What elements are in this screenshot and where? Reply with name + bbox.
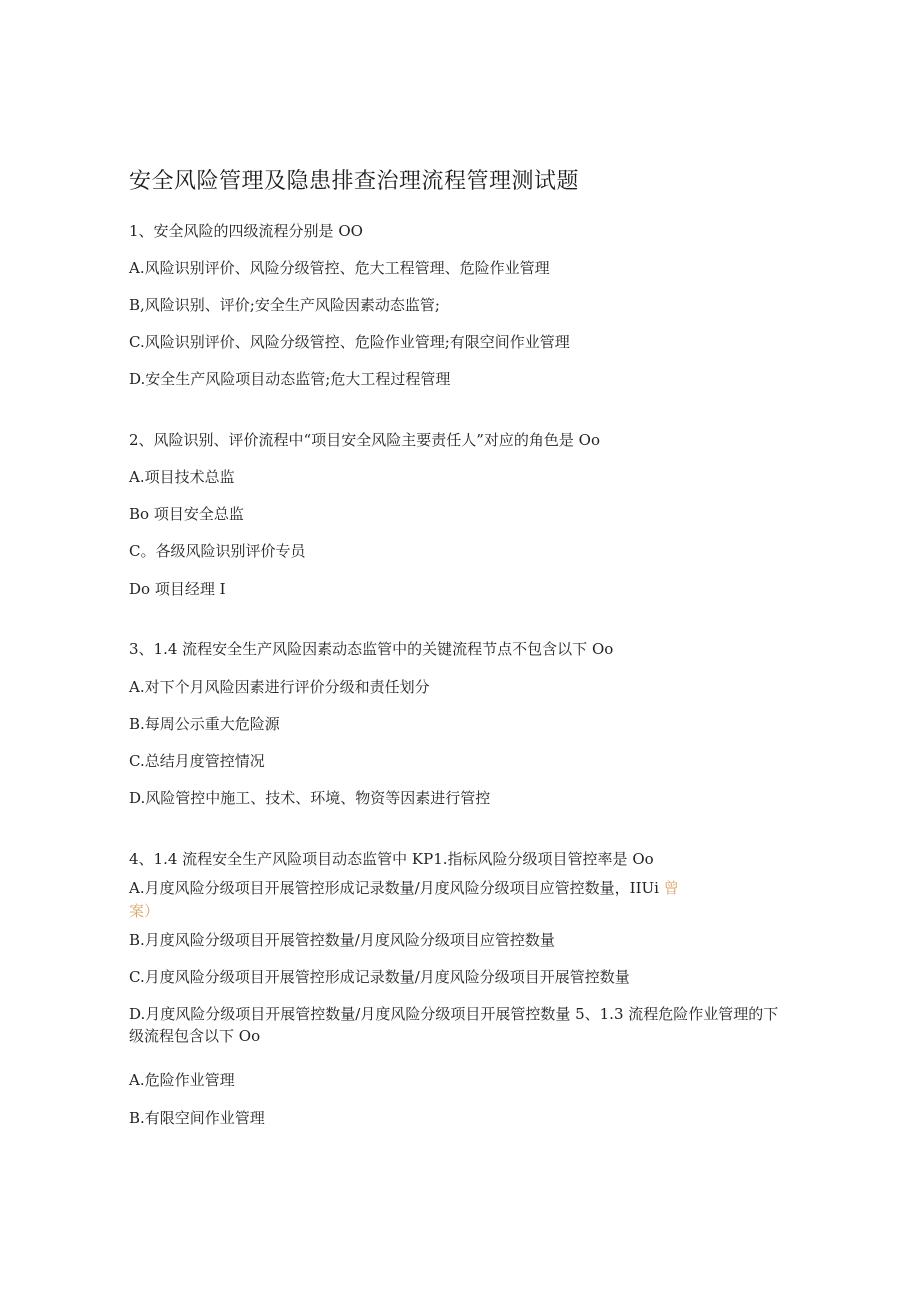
question-4-option-a bbox=[129, 877, 679, 899]
question-2-option-b: Bo 项目安全总监 bbox=[129, 505, 244, 523]
question-3-option-a: A.对下个月风险因素进行评价分级和责任划分 bbox=[129, 678, 430, 696]
question-4-option-c: C.月度风险分级项目开展管控形成记录数量/月度风险分级项目开展管控数量 bbox=[129, 968, 630, 986]
question-4-option-a-note: 曾 bbox=[663, 879, 679, 897]
page-title: 安全风险管理及隐患排查治理流程管理测试题 bbox=[129, 169, 580, 194]
question-4-option-b: B.月度风险分级项目开展管控数量/月度风险分级项目应管控数量 bbox=[129, 931, 555, 949]
question-4-option-a-text: A.月度风险分级项目开展管控形成记录数量/月度风险分级项目应管控数量，IIUi bbox=[129, 879, 659, 897]
question-2-option-d: Do 项目经理 I bbox=[129, 580, 226, 598]
question-4-option-a-note-continued: 案） bbox=[129, 902, 160, 920]
question-1-stem: 1、安全风险的四级流程分别是 OO bbox=[129, 222, 363, 240]
question-1-option-a: A.风险识别评价、风险分级管控、危大工程管理、危险作业管理 bbox=[129, 259, 550, 277]
question-1-option-c: C.风险识别评价、风险分级管控、危险作业管理;有限空间作业管理 bbox=[129, 333, 570, 351]
question-2-option-a: A.项目技术总监 bbox=[129, 468, 235, 486]
question-1-option-d: D.安全生产风险项目动态监管;危大工程过程管理 bbox=[129, 370, 451, 388]
question-3-stem: 3、1.4 流程安全生产风险因素动态监管中的关键流程节点不包含以下 Oo bbox=[129, 640, 614, 658]
question-4-option-d: D.月度风险分级项目开展管控数量/月度风险分级项目开展管控数量 5、1.3 流程危险作业管理的下级流程包含以下 Oo bbox=[129, 1005, 779, 1045]
question-5-option-a: A.危险作业管理 bbox=[129, 1071, 235, 1089]
question-5-option-b: B.有限空间作业管理 bbox=[129, 1109, 265, 1127]
question-4-stem: 4、1.4 流程安全生产风险项目动态监管中 KP1.指标风险分级项目管控率是 Oo bbox=[129, 850, 654, 868]
question-2-stem: 2、风险识别、评价流程中“项目安全风险主要责任人”对应的角色是 Oo bbox=[129, 431, 600, 449]
question-1-option-b: B,风险识别、评价;安全生产风险因素动态监管; bbox=[129, 296, 440, 314]
question-2-option-c: C。各级风险识别评价专员 bbox=[129, 542, 306, 560]
question-3-option-d: D.风险管控中施工、技术、环境、物资等因素进行管控 bbox=[129, 789, 491, 807]
question-3-option-c: C.总结月度管控情况 bbox=[129, 752, 265, 770]
question-3-option-b: B.每周公示重大危险源 bbox=[129, 715, 280, 733]
